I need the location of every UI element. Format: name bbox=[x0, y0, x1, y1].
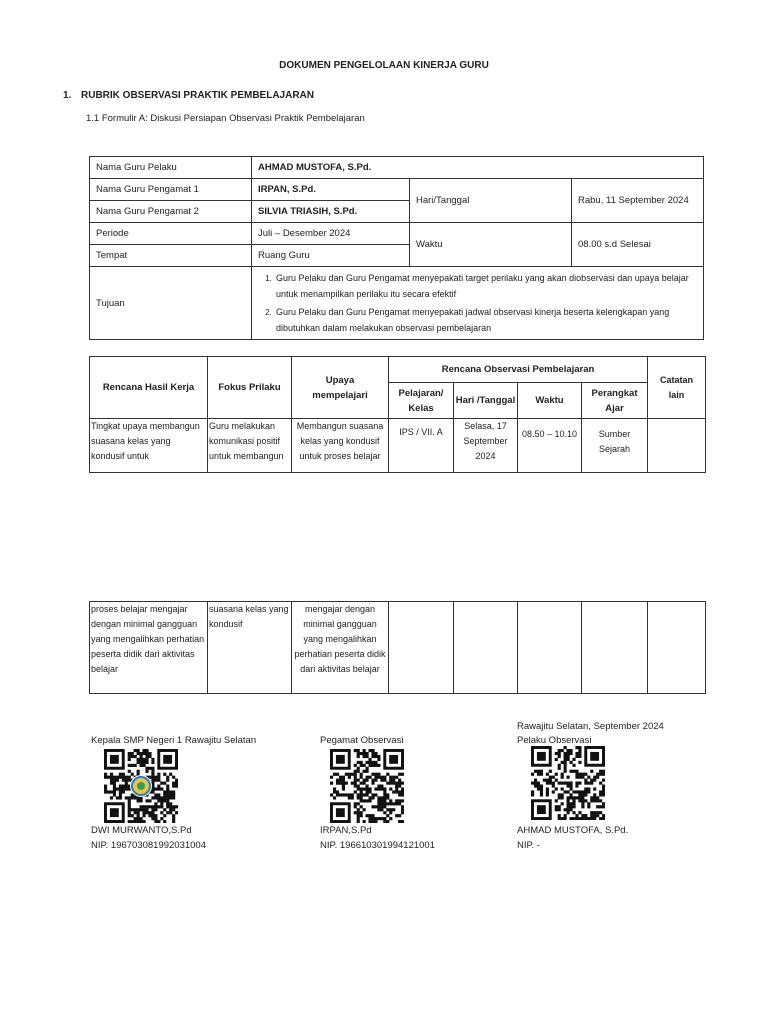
pelaku-name: AHMAD MUSTOFA, S.Pd. bbox=[517, 825, 629, 836]
value-tempat: Ruang Guru bbox=[252, 245, 410, 267]
pelaku-role: Pelaku Observasi bbox=[517, 735, 592, 746]
kepala-nip: NIP. 196703081992031004 bbox=[91, 840, 206, 851]
value-hari: Rabu, 11 September 2024 bbox=[572, 179, 704, 223]
value-waktu: 08.00 s.d Selesai bbox=[572, 223, 704, 267]
row2-rencana: proses belajar mengajar dengan minimal gangguan yang mengalihkan perhatian peserta didik dari aktivitas belajar bbox=[90, 602, 208, 694]
plan-table bbox=[89, 356, 706, 473]
label-tempat: Tempat bbox=[90, 245, 252, 267]
row2-upaya: mengajar dengan minimal gangguan yang mengalihkan perhatian peserta didik dari aktivitas belajar bbox=[292, 602, 389, 694]
row1-upaya: Membangun suasana kelas yang kondusif untuk proses belajar bbox=[292, 419, 389, 473]
label-tujuan: Tujuan bbox=[90, 267, 252, 340]
pengamat-name: IRPAN,S.Pd bbox=[320, 825, 372, 836]
kepala-name: DWI MURWANTO,S.Pd bbox=[91, 825, 192, 836]
tujuan-list-cell bbox=[252, 267, 704, 340]
document-title: DOKUMEN PENGELOLAAN KINERJA GURU bbox=[279, 60, 489, 71]
header-rencana-hasil: Rencana Hasil Kerja bbox=[90, 357, 208, 419]
header-fokus: Fokus Prilaku bbox=[208, 357, 292, 419]
header-hari: Hari /Tanggal bbox=[454, 383, 518, 419]
tujuan-list bbox=[258, 270, 697, 336]
header-pelajaran: Pelajaran/ Kelas bbox=[389, 383, 454, 419]
label-waktu: Waktu bbox=[410, 223, 572, 267]
tujuan-item: 1. Guru Pelaku dan Guru Pengamat menyepakati target perilaku yang akan diobservasi dan upaya belajar untuk menampilkan perilaku itu secara efektif bbox=[274, 270, 697, 302]
pengamat-role: Pegamat Observasi bbox=[320, 735, 404, 746]
label-pengamat-2: Nama Guru Pengamat 2 bbox=[90, 201, 252, 223]
value-pengamat-1: IRPAN, S.Pd. bbox=[252, 179, 410, 201]
value-pengamat-2: SILVIA TRIASIH, S.Pd. bbox=[252, 201, 410, 223]
row2-hari bbox=[454, 602, 518, 694]
section-heading bbox=[63, 90, 314, 101]
place-date: Rawajitu Selatan, September 2024 bbox=[517, 721, 664, 732]
row1-perangkat: Sumber Sejarah bbox=[582, 419, 648, 473]
subsection-heading: 1.1 Formulir A: Diskusi Persiapan Observasi Praktik Pembelajaran bbox=[86, 113, 365, 124]
row1-rencana: Tingkat upaya membangun suasana kelas yang kondusif untuk bbox=[90, 419, 208, 473]
value-guru-pelaku: AHMAD MUSTOFA, S.Pd. bbox=[252, 157, 704, 179]
row2-pelajaran bbox=[389, 602, 454, 694]
section-title: RUBRIK OBSERVASI PRAKTIK PEMBELAJARAN bbox=[81, 90, 314, 101]
section-number: 1. bbox=[63, 90, 72, 101]
tujuan-item: 2. Guru Pelaku dan Guru Pengamat menyepakati jadwal observasi kinerja beserta kelengkapan yang dibutuhkan dalam melakukan observasi pembelajaran bbox=[274, 304, 697, 336]
pengamat-nip: NIP. 196610301994121001 bbox=[320, 840, 435, 851]
row2-fokus: suasana kelas yang kondusif bbox=[208, 602, 292, 694]
row1-fokus: Guru melakukan komunikasi positif untuk membangun bbox=[208, 419, 292, 473]
header-upaya: Upaya mempelajari bbox=[292, 357, 389, 419]
info-table bbox=[89, 156, 704, 340]
qr-code-pengamat bbox=[330, 749, 404, 823]
header-waktu: Waktu bbox=[518, 383, 582, 419]
kepala-role: Kepala SMP Negeri 1 Rawajitu Selatan bbox=[91, 735, 257, 746]
row1-pelajaran: IPS / VII. A bbox=[389, 419, 454, 473]
row2-waktu bbox=[518, 602, 582, 694]
label-hari: Hari/Tanggal bbox=[410, 179, 572, 223]
header-catatan: Catatan lain bbox=[648, 357, 706, 419]
row1-hari: Selasa, 17 September 2024 bbox=[454, 419, 518, 473]
pelaku-nip: NIP. - bbox=[517, 840, 541, 851]
label-pengamat-1: Nama Guru Pengamat 1 bbox=[90, 179, 252, 201]
qr-code-kepala bbox=[104, 749, 178, 823]
row2-catatan bbox=[648, 602, 706, 694]
value-periode: Juli – Desember 2024 bbox=[252, 223, 410, 245]
qr-code-pelaku bbox=[531, 746, 605, 820]
label-guru-pelaku: Nama Guru Pelaku bbox=[90, 157, 252, 179]
plan-table-continued bbox=[89, 601, 706, 694]
row1-waktu: 08.50 – 10.10 bbox=[518, 419, 582, 473]
header-rencana-observasi: Rencana Observasi Pembelajaran bbox=[389, 357, 648, 383]
row2-perangkat bbox=[582, 602, 648, 694]
row1-catatan bbox=[648, 419, 706, 473]
header-perangkat: Perangkat Ajar bbox=[582, 383, 648, 419]
label-periode: Periode bbox=[90, 223, 252, 245]
